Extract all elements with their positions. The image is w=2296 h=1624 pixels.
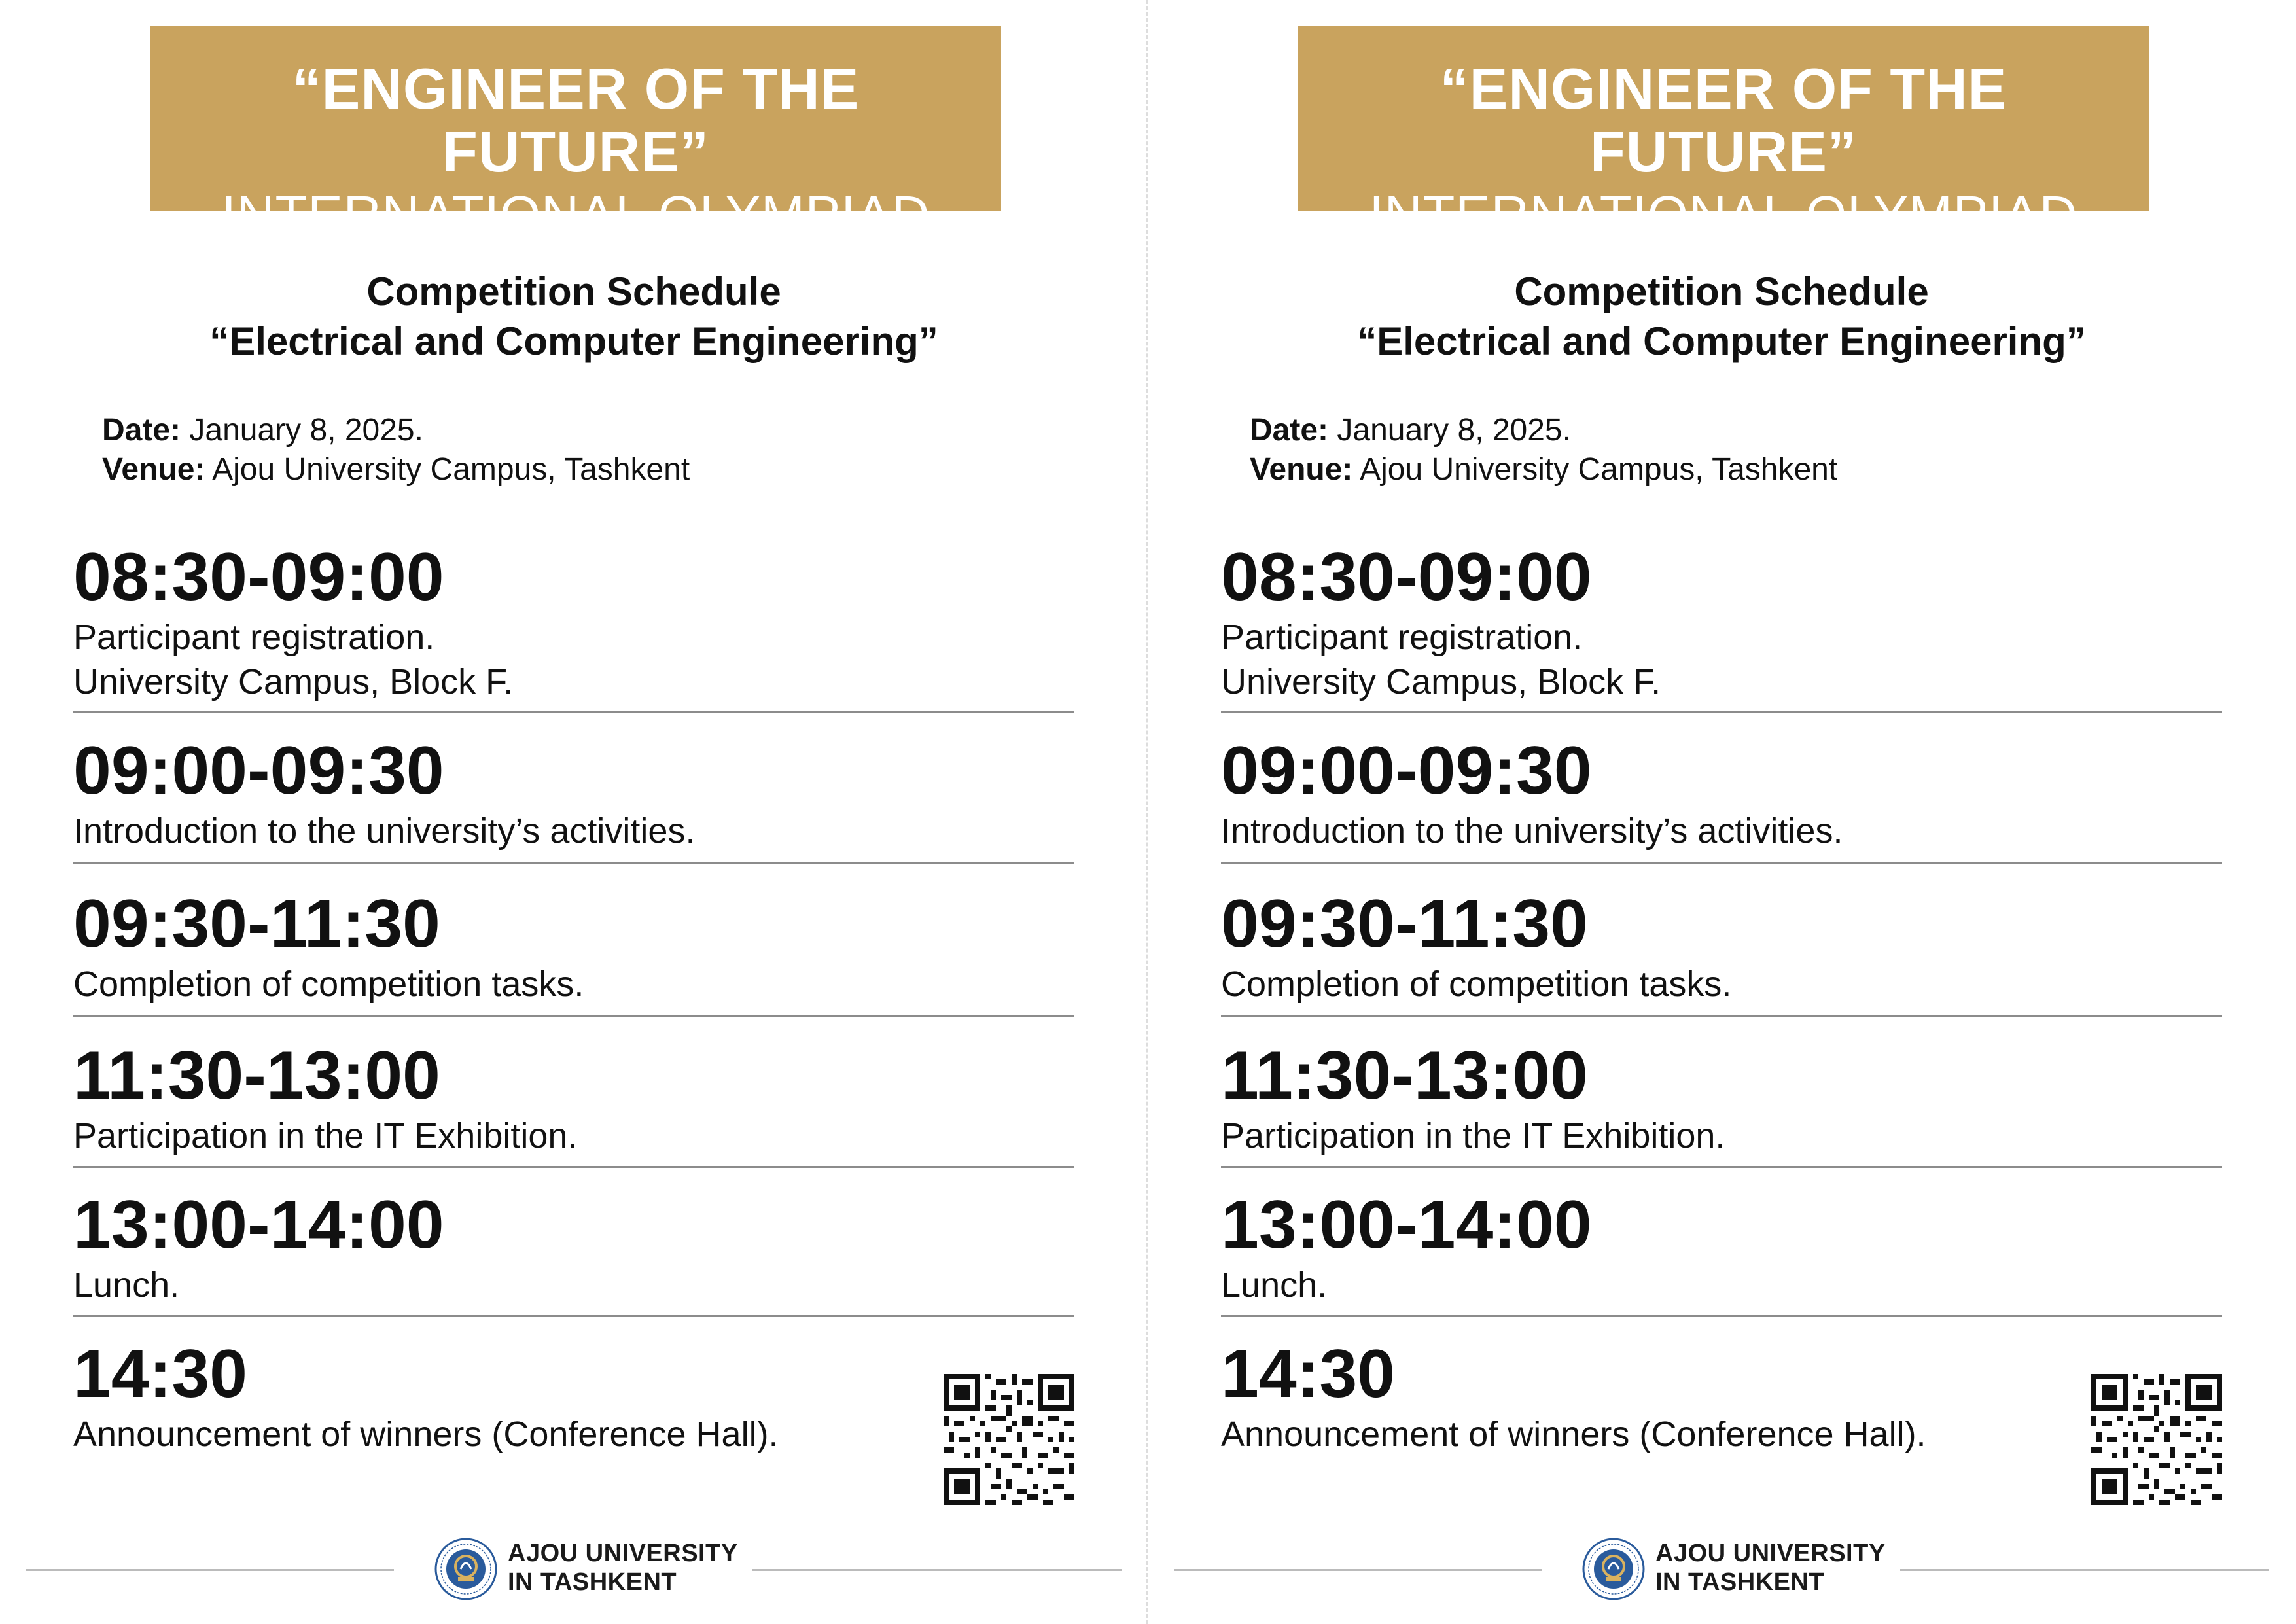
banner-title: “ENGINEER OF THE FUTURE” [1439,56,2007,184]
entry-time: 13:00-14:00 [1221,1187,1592,1263]
entry-description-line: Announcement of winners (Conference Hall). [73,1415,779,1454]
date-line [102,411,423,450]
schedule-entry [1221,1336,2222,1456]
entry-description [1221,1263,2222,1307]
schedule-entry [73,733,1074,853]
schedule-card-right [1148,0,2295,1624]
entry-description [1221,1114,2222,1158]
qr-code-icon [2091,1374,2222,1505]
university-name-line: IN TASHKENT [508,1568,677,1596]
ajou-university-seal-icon [434,1538,497,1600]
entry-separator [73,862,1074,864]
entry-description-line: Participation in the IT Exhibition. [73,1116,578,1156]
entry-time: 11:30-13:00 [1221,1038,1588,1114]
university-name [508,1539,738,1597]
venue-label: Venue: [102,452,205,487]
entry-separator [73,711,1074,713]
footer-rule [1174,1569,1542,1571]
entry-time: 11:30-13:00 [73,1038,440,1114]
schedule-entry [73,1336,1074,1456]
entry-description [73,1263,1074,1307]
entry-description-line: University Campus, Block F. [1221,662,1661,701]
olympiad-banner [1298,26,2149,243]
entry-separator [73,1166,1074,1168]
entry-description-line: Lunch. [1221,1265,1328,1305]
entry-time: 09:00-09:30 [73,733,444,809]
entry-time: 09:30-11:30 [1221,886,1588,962]
schedule-entry [1221,886,2222,1006]
entry-time: 09:00-09:30 [1221,733,1592,809]
entry-time: 08:30-09:00 [1221,539,1592,615]
schedule-entry [73,1187,1074,1307]
entry-time: 13:00-14:00 [73,1187,444,1263]
date-label: Date: [1250,413,1329,448]
olympiad-banner [150,26,1001,243]
entry-separator [73,1015,1074,1017]
venue-value: Ajou University Campus, Tashkent [1352,452,1838,487]
discipline-heading: “Electrical and Computer Engineering” [1357,319,2086,363]
entry-description-line: Announcement of winners (Conference Hall). [1221,1415,1926,1454]
entry-description-line: Completion of competition tasks. [73,964,584,1004]
entry-description [73,1412,1074,1456]
entry-description [73,809,1074,853]
entry-description-line: University Campus, Block F. [73,662,514,701]
schedule-entry [1221,733,2222,853]
schedule-entry [73,1038,1074,1158]
venue-label: Venue: [1250,452,1353,487]
entry-description [1221,809,2222,853]
date-line [1250,411,1571,450]
entry-description [1221,615,2222,704]
schedule-entry [1221,539,2222,704]
footer-rule [752,1569,1122,1571]
entry-description [73,1114,1074,1158]
entry-description [1221,962,2222,1006]
entry-description-line: Participant registration. [1221,618,1583,657]
banner-title: “ENGINEER OF THE FUTURE” [292,56,860,184]
footer-rule [1900,1569,2269,1571]
entry-description-line: Lunch. [73,1265,180,1305]
entry-separator [1221,1315,2222,1317]
entry-separator [1221,1015,2222,1017]
entry-description [1221,1412,2222,1456]
entry-time: 14:30 [73,1336,247,1412]
entry-description [73,962,1074,1006]
date-value: January 8, 2025. [181,413,423,448]
university-name-line: IN TASHKENT [1655,1568,1825,1596]
entry-description-line: Completion of competition tasks. [1221,964,1732,1004]
entry-description-line: Introduction to the university’s activities. [73,811,696,851]
venue-line [1250,450,1837,489]
university-name [1655,1539,1886,1597]
schedule-entry [73,539,1074,704]
schedule-heading: Competition Schedule [366,270,781,313]
venue-value: Ajou University Campus, Tashkent [205,452,690,487]
entry-time: 14:30 [1221,1336,1395,1412]
entry-separator [1221,1166,2222,1168]
banner-subtitle: INTERNATIONAL OLYMPIAD [1369,185,2078,243]
footer-rule [26,1569,394,1571]
university-name-line: AJOU UNIVERSITY [508,1540,738,1567]
qr-code-icon [944,1374,1074,1505]
entry-time: 08:30-09:00 [73,539,444,615]
schedule-entry [1221,1187,2222,1307]
venue-line [102,450,690,489]
date-label: Date: [102,413,181,448]
ajou-university-seal-icon [1582,1538,1645,1600]
schedule-entry [73,886,1074,1006]
entry-description-line: Introduction to the university’s activities. [1221,811,1843,851]
date-value: January 8, 2025. [1328,413,1571,448]
entry-time: 09:30-11:30 [73,886,440,962]
entry-separator [73,1315,1074,1317]
entry-separator [1221,862,2222,864]
schedule-entry [1221,1038,2222,1158]
discipline-heading: “Electrical and Computer Engineering” [209,319,938,363]
university-name-line: AJOU UNIVERSITY [1655,1540,1886,1567]
banner-subtitle: INTERNATIONAL OLYMPIAD [221,185,930,243]
schedule-heading: Competition Schedule [1514,270,1929,313]
entry-description [73,615,1074,704]
entry-description-line: Participation in the IT Exhibition. [1221,1116,1725,1156]
entry-description-line: Participant registration. [73,618,435,657]
entry-separator [1221,711,2222,713]
